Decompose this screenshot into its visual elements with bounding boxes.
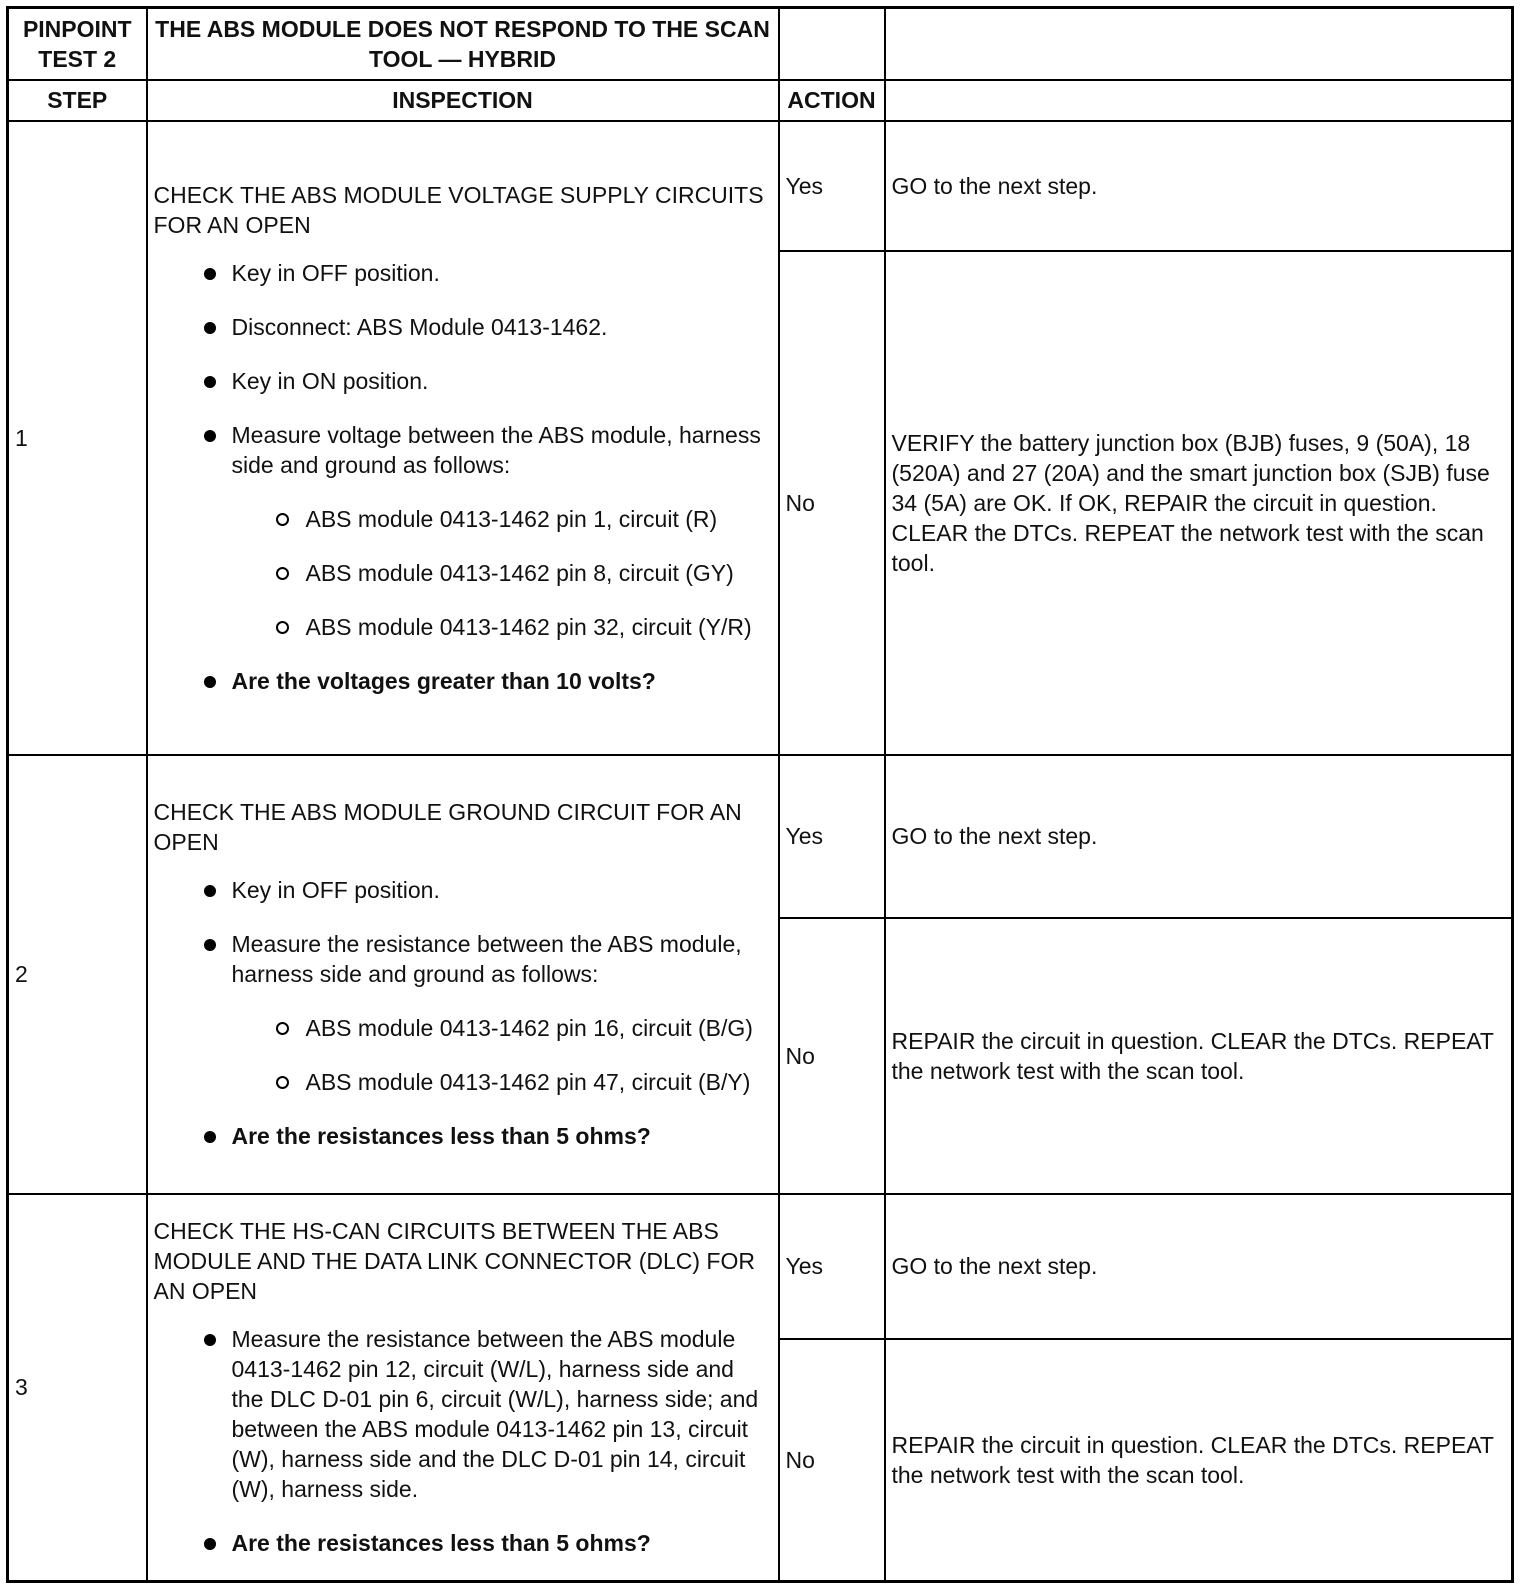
sub-bullet-item: ABS module 0413-1462 pin 16, circuit (B/G) — [274, 1013, 772, 1043]
bullet-text: Measure voltage between the ABS module, harness side and ground as follows: — [231, 421, 761, 478]
column-header-action: ACTION — [779, 80, 885, 121]
action-yes: Yes — [779, 121, 885, 251]
step-title: CHECK THE ABS MODULE VOLTAGE SUPPLY CIRCUITS FOR AN OPEN — [153, 181, 764, 238]
bullet-item: Key in ON position. — [200, 366, 772, 396]
title-row — [8, 8, 1513, 80]
bullet-item — [200, 929, 772, 1097]
column-header-blank — [885, 80, 1513, 121]
sub-bullet-item: ABS module 0413-1462 pin 47, circuit (B/Y) — [274, 1067, 772, 1097]
bullet-list — [154, 258, 772, 696]
step-number: 3 — [8, 1194, 147, 1582]
result-no: VERIFY the battery junction box (BJB) fuses, 9 (50A), 18 (520A) and 27 (20A) and the smart junction box (SJB) fuse 34 (5A) are OK. If OK, REPAIR the circuit in question. CLEAR the DTCs. REPEAT the network test with the scan tool. — [885, 251, 1513, 755]
result-yes: GO to the next step. — [885, 121, 1513, 251]
step-inspection — [147, 755, 779, 1194]
question-item: Are the resistances less than 5 ohms? — [200, 1528, 772, 1558]
title-blank-cell — [779, 8, 885, 80]
action-no: No — [779, 1339, 885, 1582]
step-3-yes-row — [8, 1194, 1513, 1339]
document-page — [6, 6, 1511, 1580]
question-item: Are the voltages greater than 10 volts? — [200, 666, 772, 696]
test-title: THE ABS MODULE DOES NOT RESPOND TO THE SCAN TOOL — HYBRID — [147, 8, 779, 80]
step-title: CHECK THE ABS MODULE GROUND CIRCUIT FOR AN OPEN — [153, 799, 742, 855]
result-yes: GO to the next step. — [885, 755, 1513, 918]
bullet-list — [154, 1324, 772, 1558]
step-number: 2 — [8, 755, 147, 1194]
sub-bullet-list — [232, 1013, 772, 1097]
column-header-row — [8, 80, 1513, 121]
step-inspection — [147, 1194, 779, 1582]
step-number: 1 — [8, 121, 147, 755]
column-header-step: STEP — [8, 80, 147, 121]
bullet-item: Measure the resistance between the ABS module 0413-1462 pin 12, circuit (W/L), harness side and the DLC D-01 pin 6, circuit (W/L), harness side; and between the ABS module 0413-1462 pin 13, circuit (W), harness side and the DLC D-01 pin 14, circuit (W), harness side. — [200, 1324, 772, 1504]
action-no: No — [779, 251, 885, 755]
result-no: REPAIR the circuit in question. CLEAR the DTCs. REPEAT the network test with the scan tool. — [885, 918, 1513, 1194]
pinpoint-label: PINPOINT TEST 2 — [8, 8, 147, 80]
title-blank-cell — [885, 8, 1513, 80]
result-no: REPAIR the circuit in question. CLEAR the DTCs. REPEAT the network test with the scan tool. — [885, 1339, 1513, 1582]
sub-bullet-item: ABS module 0413-1462 pin 1, circuit (R) — [274, 504, 772, 534]
sub-bullet-item: ABS module 0413-1462 pin 32, circuit (Y/R) — [274, 612, 772, 642]
step-2-yes-row — [8, 755, 1513, 918]
bullet-item — [200, 420, 772, 642]
bullet-list — [154, 875, 772, 1151]
step-1-yes-row — [8, 121, 1513, 251]
bullet-item: Key in OFF position. — [200, 258, 772, 288]
sub-bullet-item: ABS module 0413-1462 pin 8, circuit (GY) — [274, 558, 772, 588]
bullet-item: Key in OFF position. — [200, 875, 772, 905]
action-yes: Yes — [779, 1194, 885, 1339]
action-no: No — [779, 918, 885, 1194]
action-yes: Yes — [779, 755, 885, 918]
step-title: CHECK THE HS-CAN CIRCUITS BETWEEN THE ABS MODULE AND THE DATA LINK CONNECTOR (DLC) FOR AN OPEN — [153, 1218, 755, 1305]
sub-bullet-list — [232, 504, 772, 642]
bullet-item: Disconnect: ABS Module 0413-1462. — [200, 312, 772, 342]
question-item: Are the resistances less than 5 ohms? — [200, 1121, 772, 1151]
result-yes: GO to the next step. — [885, 1194, 1513, 1339]
column-header-inspection: INSPECTION — [147, 80, 779, 121]
bullet-text: Measure the resistance between the ABS module, harness side and ground as follows: — [231, 931, 742, 987]
pinpoint-test-table — [6, 6, 1514, 1583]
step-inspection — [147, 121, 779, 755]
